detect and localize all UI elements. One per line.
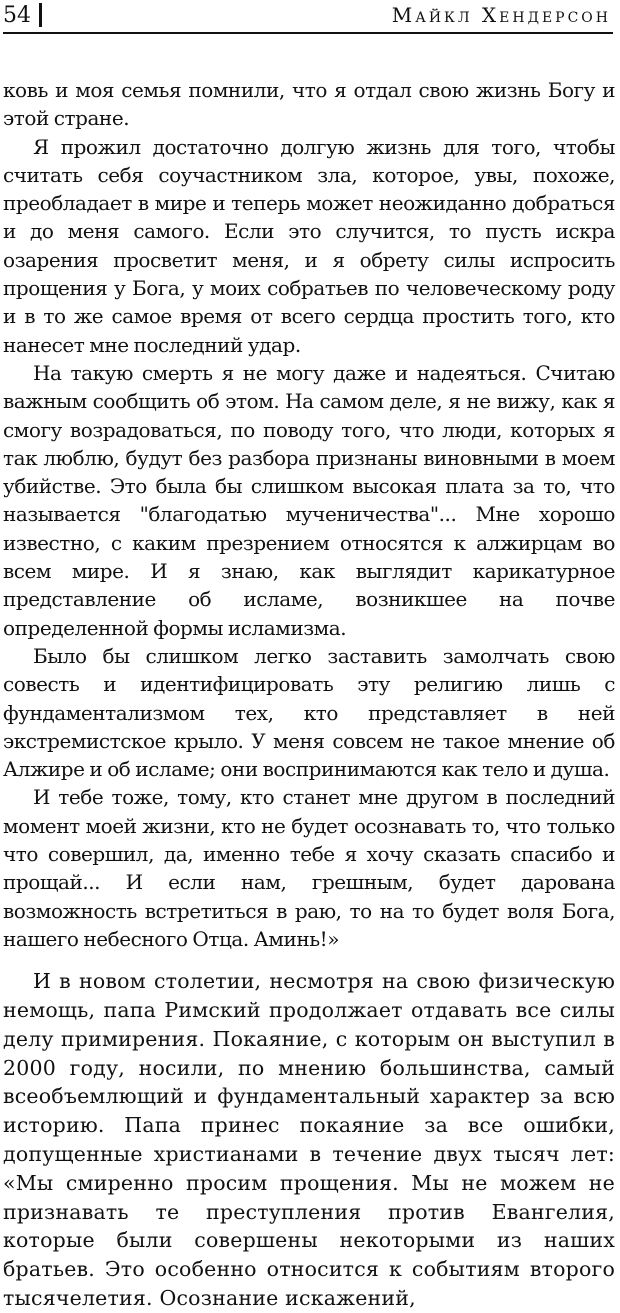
paragraph-continued: ковь и моя семья помнили, что я отдал свою жизнь Богу и этой стране. bbox=[3, 78, 615, 131]
paragraph: Было бы слишком легко заставить замолчать свою совесть и идентифицировать эту религию лишь с фундаментализмом тех, кто представляет в ней экстремистское крыло. У меня совсем не такое мнение об Алжире и об исламе; они воспринимаются как тело и душа. bbox=[3, 643, 615, 782]
paragraph: Я прожил достаточно долгую жизнь для того, чтобы считать себя соучастником зла, которое, увы, похоже, преобладает в мире и теперь может неожиданно добраться и до меня самого. Если это случится, то пусть искра озарения просветит меня, и я обрету силы испросить прощения у Бога, у моих собратьев по человеческому роду и в то же самое время от всего сердца простить того, кто нанесет мне последний удар. bbox=[3, 134, 615, 357]
header-rule bbox=[3, 32, 613, 34]
running-title: Майкл Хендерсон bbox=[391, 3, 611, 27]
running-head bbox=[3, 0, 615, 36]
body-text bbox=[3, 76, 615, 1313]
paragraph: И в новом столетии, несмотря на свою физическую немощь, папа Римский продолжает отдавать все силы делу примирения. Покаяние, с которым он выступил в 2000 году, носили, по мнению большинства, самый всеобъемлющий и фундаментальный характер за всю историю. Папа принес покаяние за все ошибки, допущенные христианами в течение двух тысяч лет: «Мы смиренно просим прощения. Мы не можем не признавать те преступления против Евангелия, которые были совершены некоторыми из наших братьев. Это особенно относится к событиям второго тысячелетия. Осознание искажений, bbox=[3, 969, 615, 1310]
paragraph: И тебе тоже, тому, кто станет мне другом в последний момент моей жизни, кто не будет осознавать то, что только что совершил, да, именно тебе я хочу сказать спасибо и прощай... И если нам, грешным, будет дарована возможность встретиться в раю, то на то будет воля Бога, нашего небесного Отца. Аминь!» bbox=[3, 785, 615, 951]
page-number: 54 bbox=[3, 3, 31, 28]
paragraph: На такую смерть я не могу даже и надеяться. Считаю важным сообщить об этом. На самом деле, я не вижу, как я смогу возрадоваться, по поводу того, что люди, которых я так люблю, будут без разбора признаны виновными в моем убийстве. Это была бы слишком высокая плата за то, что называется "благодатью мученичества"... Мне хорошо известно, с каким презрением относятся к алжирцам во всем мире. И я знаю, как выглядит карикатурное представление об исламе, возникшее на почве определенной формы исламизма. bbox=[3, 360, 615, 640]
header-separator-bar bbox=[39, 3, 42, 27]
